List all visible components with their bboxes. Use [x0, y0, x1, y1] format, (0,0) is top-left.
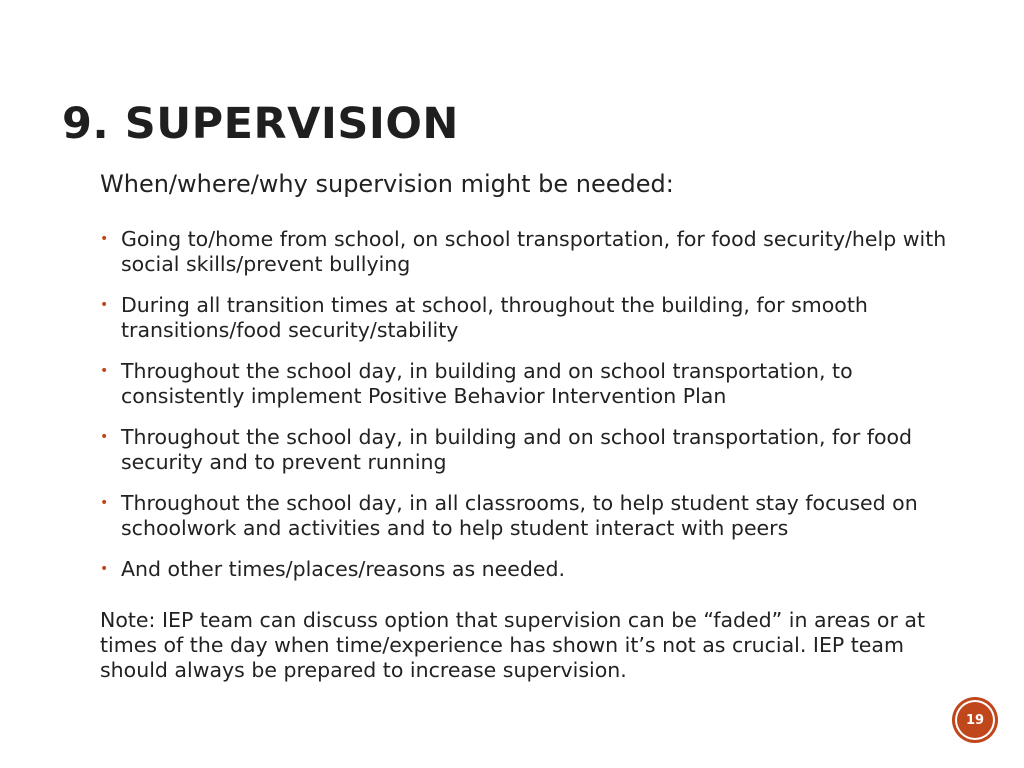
page-number: 19 — [965, 712, 985, 728]
bullet-item — [100, 491, 960, 541]
bullet-dot-icon: • — [100, 561, 109, 577]
bullet-item — [100, 227, 960, 277]
bullet-dot-icon: • — [100, 231, 109, 247]
slide-content — [100, 168, 960, 704]
bullet-item — [100, 557, 960, 582]
bullet-dot-icon: • — [100, 495, 109, 511]
bullet-dot-icon: • — [100, 297, 109, 313]
bullet-dot-icon: • — [100, 363, 109, 379]
bullet-text: Throughout the school day, in all classrooms, to help student stay focused on schoolwork and activities and to help student interact with peers — [121, 491, 918, 540]
slide-title: 9. SUPERVISION — [62, 99, 459, 149]
bullet-text: And other times/places/reasons as needed. — [121, 557, 566, 581]
bullet-text: Throughout the school day, in building and on school transportation, for food security and to prevent running — [121, 425, 913, 474]
page-number-badge — [955, 700, 995, 740]
bullet-text: During all transition times at school, throughout the building, for smooth transitions/food security/stability — [121, 293, 868, 342]
bullet-list — [100, 227, 960, 582]
bullet-dot-icon: • — [100, 429, 109, 445]
bullet-text: Throughout the school day, in building and on school transportation, to consistently implement Positive Behavior Intervention Plan — [121, 359, 853, 408]
bullet-text: Going to/home from school, on school transportation, for food security/help with social skills/prevent bullying — [121, 227, 947, 276]
bullet-item — [100, 293, 960, 343]
slide-note: Note: IEP team can discuss option that supervision can be “faded” in areas or at times of the day when time/experience has shown it’s not as crucial. IEP team should always be prepared to increase supervision. — [100, 608, 925, 682]
bullet-item — [100, 425, 960, 475]
slide-subtitle: When/where/why supervision might be needed: — [100, 170, 674, 198]
bullet-item — [100, 359, 960, 409]
